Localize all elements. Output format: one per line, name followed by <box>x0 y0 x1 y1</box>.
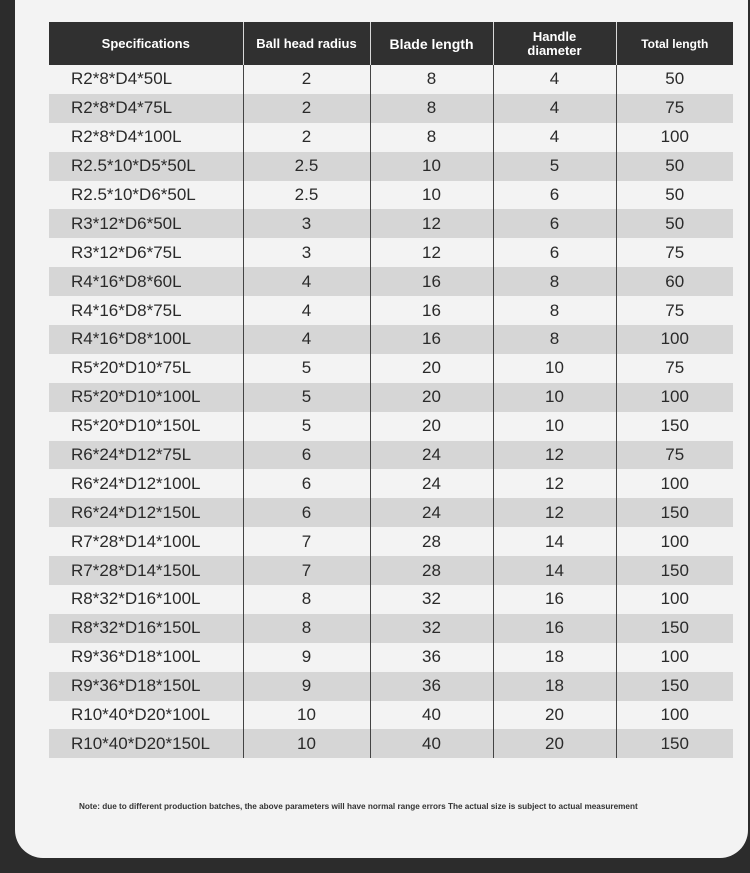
handle-diameter-cell: 6 <box>493 209 616 238</box>
blade-length-cell: 32 <box>370 614 493 643</box>
total-length-cell: 75 <box>616 441 733 470</box>
ball-head-radius-cell: 2.5 <box>243 181 370 210</box>
total-length-cell: 150 <box>616 498 733 527</box>
table-row <box>49 556 733 585</box>
ball-head-radius-cell: 6 <box>243 498 370 527</box>
total-length-cell: 50 <box>616 181 733 210</box>
table-row <box>49 354 733 383</box>
ball-head-radius-cell: 7 <box>243 556 370 585</box>
ball-head-radius-cell: 3 <box>243 238 370 267</box>
ball-head-radius-cell: 6 <box>243 441 370 470</box>
spec-table <box>49 22 733 758</box>
table-row <box>49 412 733 441</box>
handle-diameter-cell: 16 <box>493 614 616 643</box>
blade-length-cell: 36 <box>370 672 493 701</box>
table-row <box>49 729 733 758</box>
spec-cell: R9*36*D18*100L <box>49 643 243 672</box>
blade-length-cell: 24 <box>370 469 493 498</box>
blade-length-cell: 24 <box>370 498 493 527</box>
spec-cell: R3*12*D6*75L <box>49 238 243 267</box>
blade-length-cell: 20 <box>370 412 493 441</box>
total-length-cell: 100 <box>616 701 733 730</box>
total-length-cell: 150 <box>616 729 733 758</box>
table-row <box>49 672 733 701</box>
table-body <box>49 65 733 758</box>
table-row <box>49 614 733 643</box>
table-row <box>49 498 733 527</box>
handle-diameter-cell: 8 <box>493 267 616 296</box>
handle-diameter-cell: 18 <box>493 672 616 701</box>
ball-head-radius-cell: 2.5 <box>243 152 370 181</box>
handle-diameter-cell: 14 <box>493 556 616 585</box>
handle-diameter-cell: 20 <box>493 729 616 758</box>
total-length-cell: 60 <box>616 267 733 296</box>
ball-head-radius-cell: 8 <box>243 614 370 643</box>
total-length-cell: 100 <box>616 469 733 498</box>
spec-cell: R10*40*D20*150L <box>49 729 243 758</box>
blade-length-cell: 16 <box>370 296 493 325</box>
spec-cell: R9*36*D18*150L <box>49 672 243 701</box>
total-length-cell: 100 <box>616 123 733 152</box>
blade-length-cell: 10 <box>370 152 493 181</box>
spec-card <box>15 0 748 858</box>
table-row <box>49 152 733 181</box>
spec-cell: R4*16*D8*60L <box>49 267 243 296</box>
spec-cell: R5*20*D10*75L <box>49 354 243 383</box>
ball-head-radius-cell: 4 <box>243 296 370 325</box>
ball-head-radius-cell: 3 <box>243 209 370 238</box>
ball-head-radius-cell: 2 <box>243 123 370 152</box>
blade-length-cell: 20 <box>370 354 493 383</box>
handle-diameter-cell: 8 <box>493 325 616 354</box>
ball-head-radius-cell: 5 <box>243 412 370 441</box>
total-length-cell: 150 <box>616 412 733 441</box>
blade-length-cell: 28 <box>370 527 493 556</box>
header-handle-diameter: Handle diameter <box>493 22 616 65</box>
blade-length-cell: 10 <box>370 181 493 210</box>
blade-length-cell: 8 <box>370 65 493 94</box>
ball-head-radius-cell: 9 <box>243 672 370 701</box>
ball-head-radius-cell: 6 <box>243 469 370 498</box>
handle-diameter-cell: 12 <box>493 498 616 527</box>
table-row <box>49 123 733 152</box>
spec-cell: R4*16*D8*100L <box>49 325 243 354</box>
total-length-cell: 75 <box>616 296 733 325</box>
handle-diameter-cell: 20 <box>493 701 616 730</box>
table-row <box>49 181 733 210</box>
table-row <box>49 383 733 412</box>
total-length-cell: 100 <box>616 383 733 412</box>
handle-diameter-cell: 12 <box>493 441 616 470</box>
handle-diameter-cell: 4 <box>493 94 616 123</box>
total-length-cell: 50 <box>616 209 733 238</box>
blade-length-cell: 8 <box>370 94 493 123</box>
header-row <box>49 22 733 65</box>
spec-cell: R2*8*D4*75L <box>49 94 243 123</box>
blade-length-cell: 28 <box>370 556 493 585</box>
total-length-cell: 75 <box>616 94 733 123</box>
total-length-cell: 50 <box>616 152 733 181</box>
spec-cell: R2*8*D4*100L <box>49 123 243 152</box>
handle-diameter-cell: 18 <box>493 643 616 672</box>
handle-diameter-cell: 5 <box>493 152 616 181</box>
ball-head-radius-cell: 10 <box>243 701 370 730</box>
table-header <box>49 22 733 65</box>
table-row <box>49 441 733 470</box>
spec-cell: R7*28*D14*100L <box>49 527 243 556</box>
spec-cell: R5*20*D10*150L <box>49 412 243 441</box>
spec-cell: R7*28*D14*150L <box>49 556 243 585</box>
ball-head-radius-cell: 5 <box>243 383 370 412</box>
blade-length-cell: 32 <box>370 585 493 614</box>
blade-length-cell: 20 <box>370 383 493 412</box>
handle-diameter-cell: 12 <box>493 469 616 498</box>
ball-head-radius-cell: 2 <box>243 65 370 94</box>
header-blade-length: Blade length <box>370 22 493 65</box>
table-row <box>49 238 733 267</box>
spec-cell: R2.5*10*D6*50L <box>49 181 243 210</box>
footnote: Note: due to different production batches, the above parameters will have normal range errors The actual size is subject to actual measurement <box>79 802 638 811</box>
ball-head-radius-cell: 8 <box>243 585 370 614</box>
handle-diameter-cell: 8 <box>493 296 616 325</box>
ball-head-radius-cell: 4 <box>243 325 370 354</box>
spec-cell: R8*32*D16*150L <box>49 614 243 643</box>
handle-diameter-cell: 10 <box>493 354 616 383</box>
header-total-length: Total length <box>616 22 733 65</box>
blade-length-cell: 24 <box>370 441 493 470</box>
total-length-cell: 100 <box>616 527 733 556</box>
handle-diameter-cell: 6 <box>493 181 616 210</box>
total-length-cell: 100 <box>616 325 733 354</box>
total-length-cell: 100 <box>616 585 733 614</box>
total-length-cell: 150 <box>616 556 733 585</box>
table-row <box>49 296 733 325</box>
handle-diameter-cell: 10 <box>493 383 616 412</box>
blade-length-cell: 40 <box>370 729 493 758</box>
handle-diameter-cell: 10 <box>493 412 616 441</box>
blade-length-cell: 8 <box>370 123 493 152</box>
table-row <box>49 643 733 672</box>
ball-head-radius-cell: 2 <box>243 94 370 123</box>
spec-cell: R4*16*D8*75L <box>49 296 243 325</box>
spec-cell: R6*24*D12*150L <box>49 498 243 527</box>
spec-cell: R2.5*10*D5*50L <box>49 152 243 181</box>
table-row <box>49 94 733 123</box>
handle-diameter-cell: 4 <box>493 65 616 94</box>
spec-cell: R2*8*D4*50L <box>49 65 243 94</box>
total-length-cell: 150 <box>616 672 733 701</box>
spec-cell: R10*40*D20*100L <box>49 701 243 730</box>
table-row <box>49 325 733 354</box>
handle-diameter-cell: 14 <box>493 527 616 556</box>
total-length-cell: 100 <box>616 643 733 672</box>
handle-diameter-cell: 4 <box>493 123 616 152</box>
handle-diameter-cell: 6 <box>493 238 616 267</box>
spec-cell: R8*32*D16*100L <box>49 585 243 614</box>
spec-cell: R3*12*D6*50L <box>49 209 243 238</box>
ball-head-radius-cell: 4 <box>243 267 370 296</box>
handle-diameter-cell: 16 <box>493 585 616 614</box>
blade-length-cell: 40 <box>370 701 493 730</box>
blade-length-cell: 12 <box>370 238 493 267</box>
blade-length-cell: 16 <box>370 325 493 354</box>
table-row <box>49 527 733 556</box>
header-specifications: Specifications <box>49 22 243 65</box>
ball-head-radius-cell: 9 <box>243 643 370 672</box>
ball-head-radius-cell: 5 <box>243 354 370 383</box>
blade-length-cell: 16 <box>370 267 493 296</box>
blade-length-cell: 12 <box>370 209 493 238</box>
table-row <box>49 65 733 94</box>
ball-head-radius-cell: 7 <box>243 527 370 556</box>
table-row <box>49 585 733 614</box>
table-row <box>49 701 733 730</box>
spec-cell: R6*24*D12*75L <box>49 441 243 470</box>
header-ball-head-radius: Ball head radius <box>243 22 370 65</box>
ball-head-radius-cell: 10 <box>243 729 370 758</box>
total-length-cell: 75 <box>616 238 733 267</box>
table-row <box>49 469 733 498</box>
table-row <box>49 267 733 296</box>
total-length-cell: 150 <box>616 614 733 643</box>
total-length-cell: 75 <box>616 354 733 383</box>
table-row <box>49 209 733 238</box>
spec-cell: R5*20*D10*100L <box>49 383 243 412</box>
total-length-cell: 50 <box>616 65 733 94</box>
blade-length-cell: 36 <box>370 643 493 672</box>
spec-cell: R6*24*D12*100L <box>49 469 243 498</box>
